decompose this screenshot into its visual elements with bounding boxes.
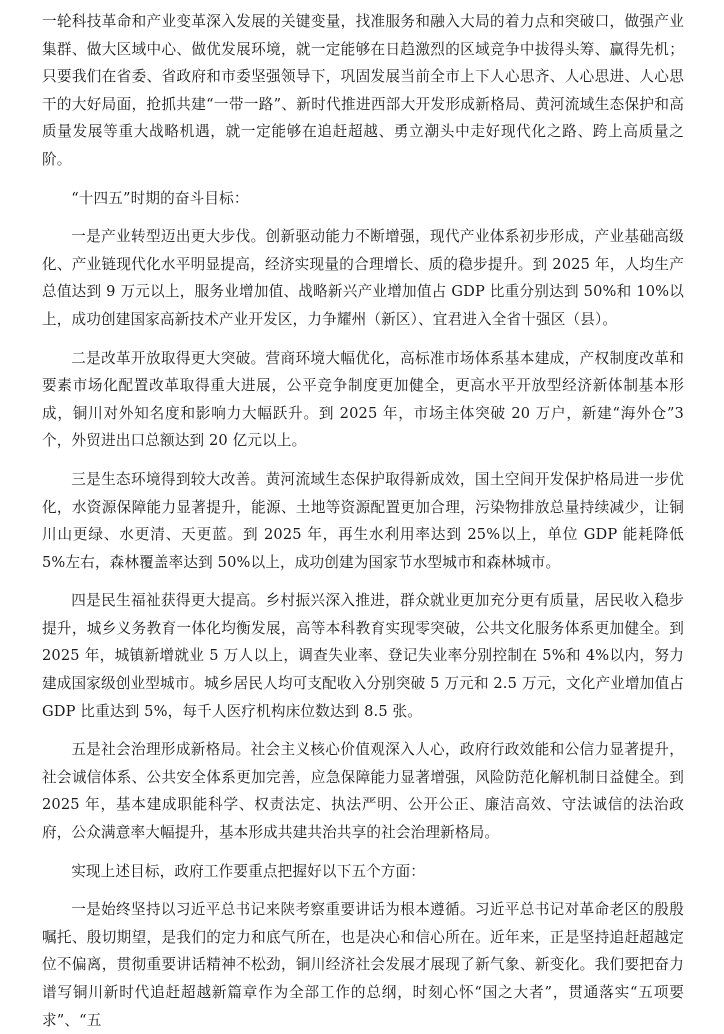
paragraph-goal-governance: 五是社会治理形成新格局。社会主义核心价值观深入人心，政府行政效能和公信力显著提升，社会诚信体系、公共安全体系更加完善，应急保障能力显著增强，风险防范化解机制日益健全。到 2025 年，基本建成职能科学、权责法定、执法严明、公开公正、廉洁高效、守法诚信的法治政府，公众满意率大幅提升，基本形成共建共治共享的社会治理新格局。: [42, 741, 684, 842]
paragraph-goals-heading: “十四五”时期的奋斗目标：: [71, 189, 249, 207]
paragraph-aspect-one: 一是始终坚持以习近平总书记来陕考察重要讲话为根本遵循。习近平总书记对革命老区的殷殷嘱托、殷切期望，是我们的定力和底气所在，也是决心和信心所在。近年来，正是坚持追赶超越定位不偏离，贯彻重要讲话精神不松劲，铜川经济社会发展才展现了新气象、新变化。我们要把奋力谱写铜川新时代追赶超越新篇章作为全部工作的总纲，时刻心怀“国之大者”，贯通落实“五项要求”、“五: [42, 901, 684, 1029]
document-page: [42, 0, 684, 1034]
paragraph-goal-industry: 一是产业转型迈出更大步伐。创新驱动能力不断增强，现代产业体系初步形成，产业基础高级化、产业链现代化水平明显提高，经济实现量的合理增长、质的稳步提升。到 2025 年，人均生产总值达到 9 万元以上，服务业增加值、战略新兴产业增加值占 GDP 比重分别达到 50%和 10%以上，成功创建国家高新技术产业开发区，力争耀州（新区）、宜君进入全省十强区（县）。: [42, 228, 684, 328]
paragraph-goal-reform: 二是改革开放取得更大突破。营商环境大幅优化，高标准市场体系基本建成，产权制度改革和要素市场化配置改革取得重大进展，公平竞争制度更加健全，更高水平开放型经济新体制基本形成，铜川对外知名度和影响力大幅跃升。到 2025 年，市场主体突破 20 万户，新建“海外仓”3 个，外贸进出口总额达到 20 亿元以上。: [42, 349, 684, 450]
paragraph-goal-ecology: 三是生态环境得到较大改善。黄河流域生态保护取得新成效，国土空间开发保护格局进一步优化，水资源保障能力显著提升，能源、土地等资源配置更加合理，污染物排放总量持续减少，让铜川山更绿、水更清、天更蓝。到 2025 年，再生水利用率达到 25%以上，单位 GDP 能耗降低 5%左右，森林覆盖率达到 50%以上，成功创建为国家节水型城市和森林城市。: [42, 470, 684, 571]
paragraph-goal-livelihood: 四是民生福祉获得更大提高。乡村振兴深入推进，群众就业更加充分更有质量，居民收入稳步提升，城乡义务教育一体化均衡发展，高等本科教育实现零突破，公共文化服务体系更加健全。到 2025 年，城镇新增就业 5 万人以上，调查失业率、登记失业率分别控制在 5%和 4%以内，努力建成国家级创业型城市。城乡居民人均可支配收入分别突破 5 万元和 2.5 万元，文化产业增加值占 GDP 比重达到 5%，每千人医疗机构床位数达到 8.5 张。: [42, 592, 685, 720]
paragraph-continuation: 一轮科技革命和产业变革深入发展的关键变量，找准服务和融入大局的着力点和突破口，做强产业集群、做大区域中心、做优发展环境，就一定能够在日趋激烈的区域竞争中拔得头筹、赢得先机；只要我们在省委、省政府和市委坚强领导下，巩固发展当前全市上下人心思齐、人心思进、人心思干的大好局面，抢抓共建“一带一路”、新时代推进西部大开发形成新格局、黄河流域生态保护和高质量发展等重大战略机遇，就一定能够在追赶超越、勇立潮头中走好现代化之路、跨上高质量之阶。: [42, 13, 684, 168]
paragraph-aspects-heading: 实现上述目标，政府工作要重点把握好以下五个方面：: [71, 862, 426, 880]
